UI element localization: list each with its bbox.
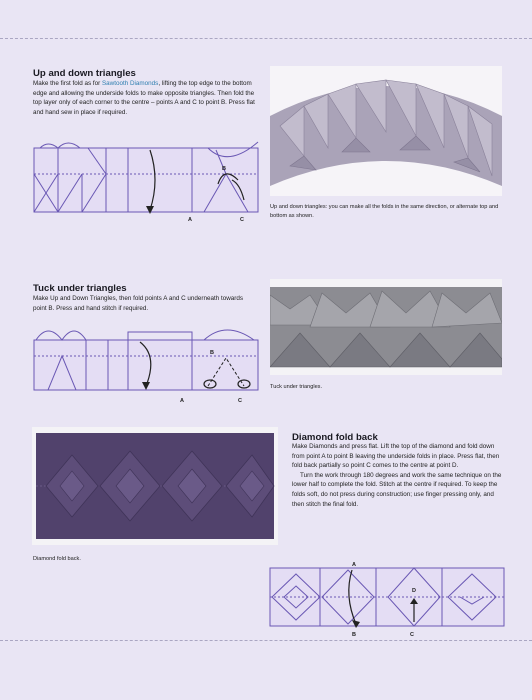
tuck-under-triangles-photo: [270, 279, 502, 375]
body-text-start: Make the first fold as for: [33, 80, 102, 87]
diagram3-label-c: C: [410, 632, 414, 638]
diamond-body-paragraph-1: Make Diamonds and press flat. Lift the top of the diamond and fold down from point A to point B leaving the underside folds in place. Press flat, then fold back partially so point C comes to the centre at point D.: [292, 443, 500, 470]
diamond-body-paragraph-2: Turn the work through 180 degrees and work the same technique on the lower half to complete the fold. Stitch at the centre if required. To keep the folds soft, do not press during construction; use finger pressing only, and then stitch the final fold.: [292, 471, 502, 508]
section-heading-tuck-under: Tuck under triangles: [33, 283, 127, 294]
sawtooth-diamonds-link[interactable]: Sawtooth Diamonds: [101, 80, 159, 87]
section-heading-diamond: Diamond fold back: [292, 432, 378, 443]
diagram2-label-b: B: [210, 350, 214, 356]
diamond-fold-back-photo: [32, 427, 278, 545]
bottom-dashed-rule: [0, 640, 532, 641]
up-down-triangles-caption: Up and down triangles: you can make all the folds in the same direction, or alternate top and bottom as shown.: [270, 204, 499, 220]
tuck-under-triangles-caption: Tuck under triangles.: [270, 384, 323, 390]
diamond-fold-back-diagram: [264, 560, 510, 640]
section-heading-up-down: Up and down triangles: [33, 68, 136, 79]
up-down-triangles-diagram: [28, 140, 268, 222]
tuck-under-triangles-diagram: [28, 316, 268, 404]
diagram1-label-b: B: [222, 166, 226, 172]
body-text-end: , lifting the top edge to the bottom edge and allowing the underside folds to make opposite triangles. Then fold the top layer only of each corner to the centre – points A and C to point B. Press flat and hand sew in place if required.: [33, 80, 255, 116]
up-down-triangles-photo: [270, 66, 502, 196]
top-dashed-rule: [0, 38, 532, 39]
diagram2-label-c: C: [238, 398, 242, 404]
diagram3-label-a: A: [352, 562, 356, 568]
diagram3-label-d: D: [412, 588, 416, 594]
diamond-fold-back-caption: Diamond fold back.: [33, 556, 81, 562]
diagram1-label-a: A: [188, 217, 192, 222]
diagram1-label-c: C: [240, 217, 244, 222]
diagram3-label-b: B: [352, 632, 356, 638]
section-body-tuck-under: Make Up and Down Triangles, then fold points A and C underneath towards point B. Press and hand stitch if required.: [33, 295, 244, 312]
diagram2-label-a: A: [180, 398, 184, 404]
section-body-diamond: [292, 442, 506, 509]
section-body-up-down: [33, 79, 255, 117]
